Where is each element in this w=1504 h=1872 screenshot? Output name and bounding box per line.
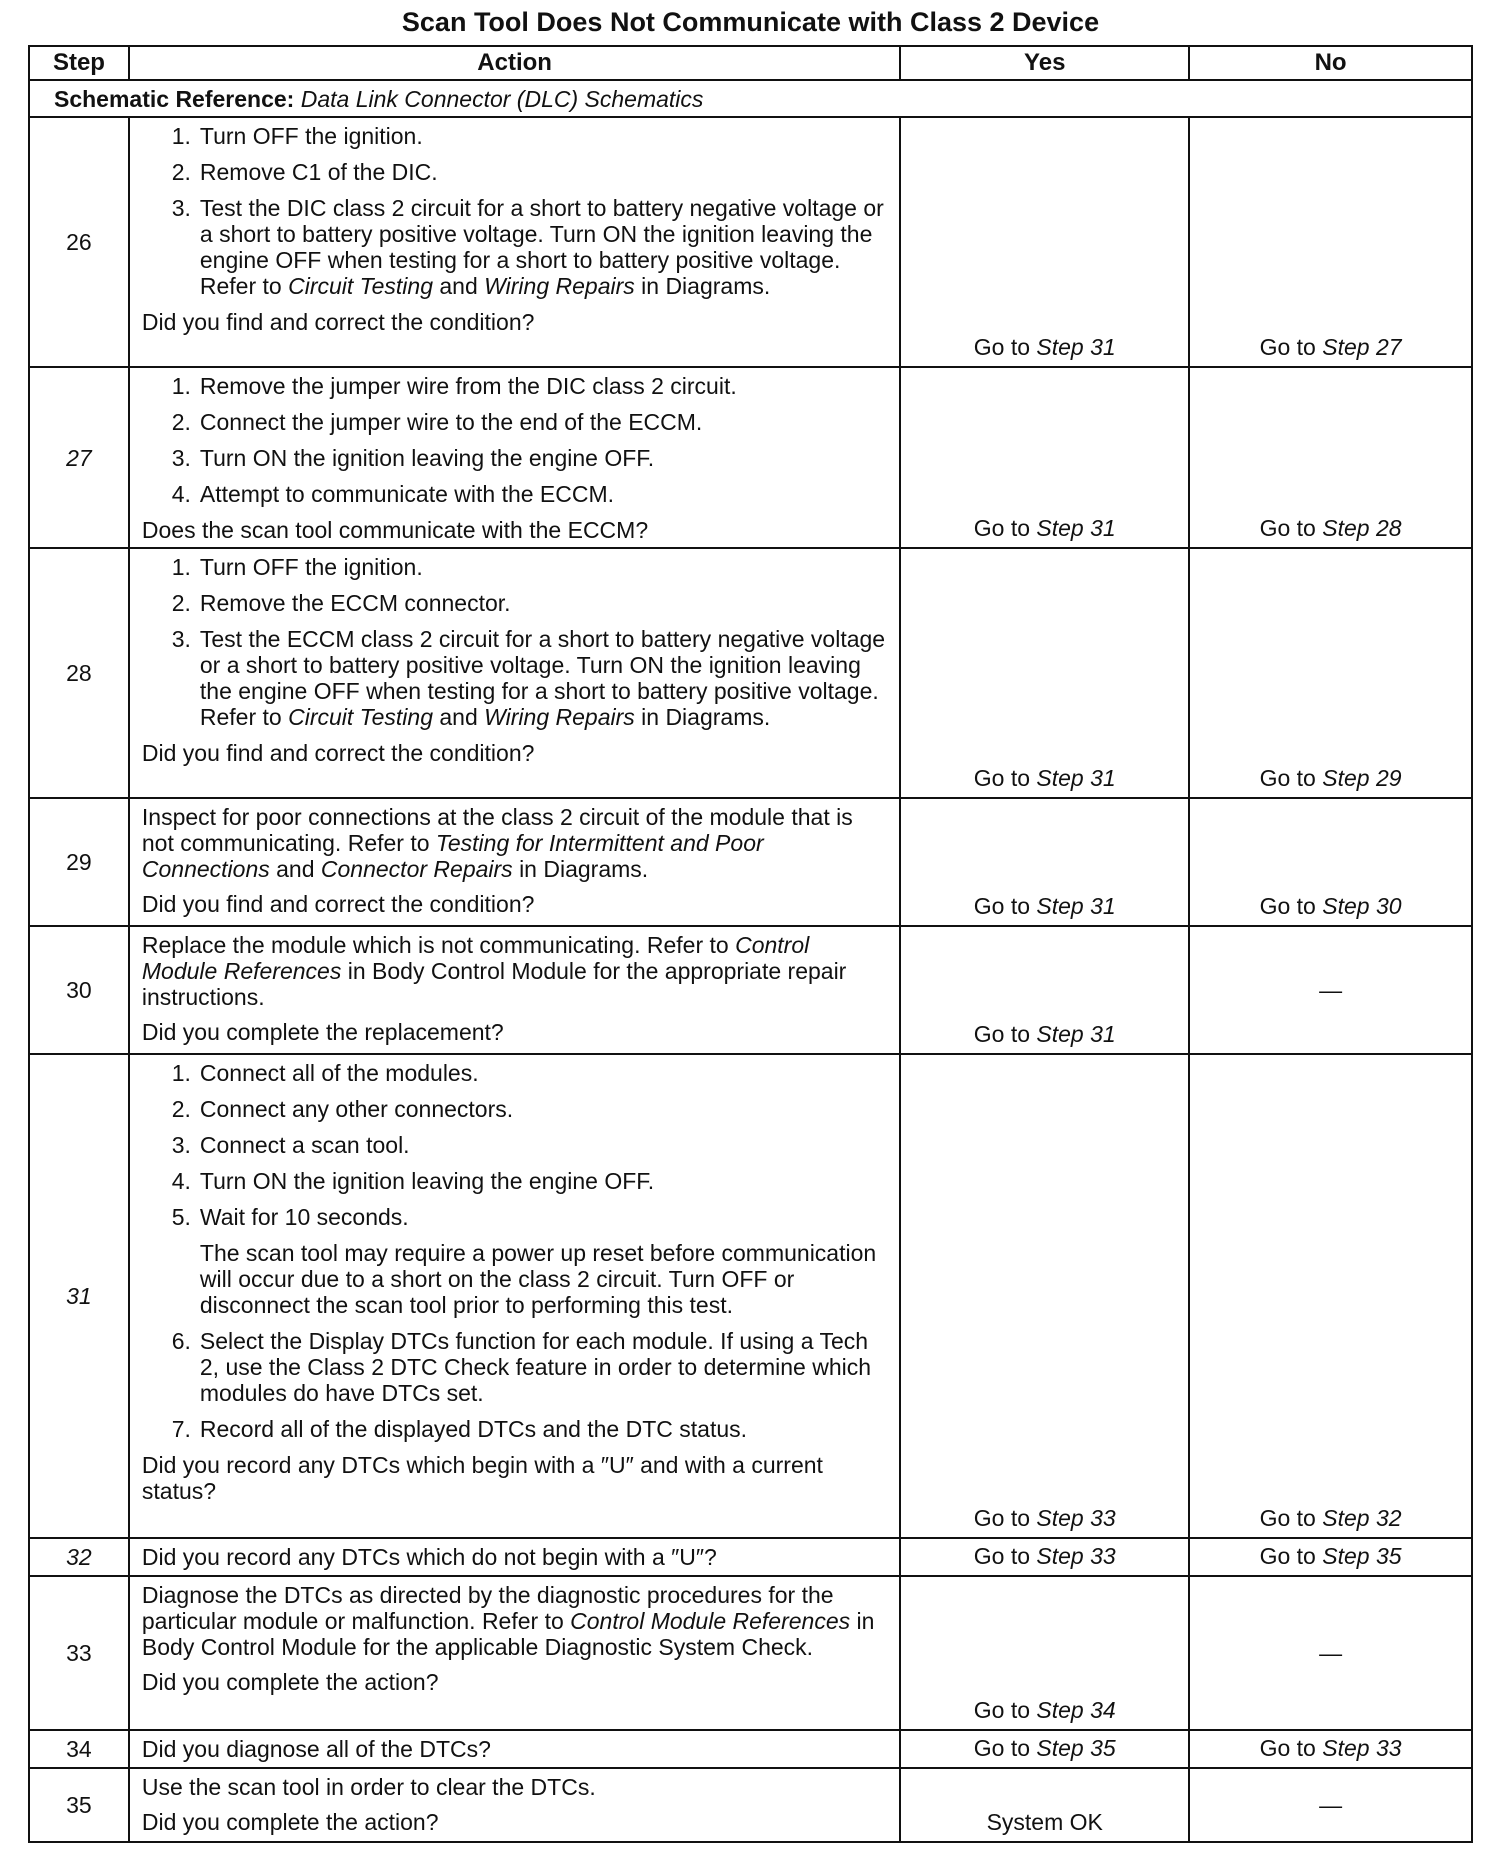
list-item: 4. Attempt to communicate with the ECCM.: [171, 481, 615, 507]
list-item: 1. Remove the jumper wire from the DIC class 2 circuit.: [171, 373, 737, 399]
table-row-step-34: [29, 1730, 1472, 1768]
question: Did you find and correct the condition?: [141, 309, 535, 335]
no-cell: Go to Step 30: [1189, 798, 1472, 926]
action-cell: Inspect for poor connections at the class 2 circuit of the module that is not communicating. Refer to Testing for Intermittent and Poor Connections and Connector Repairs in Diagrams. Did you find and correct the condition?: [129, 798, 900, 926]
no-cell-empty: —: [1189, 1576, 1472, 1730]
yes-cell: Go to Step 31: [900, 798, 1189, 926]
schematic-link[interactable]: Data Link Connector (DLC) Schematics: [300, 86, 704, 112]
table-row-step-33: [29, 1576, 1472, 1730]
step-number: 28: [29, 548, 129, 798]
step-number: 27: [29, 367, 129, 548]
yes-cell: Go to Step 31: [900, 117, 1189, 367]
action-text: Use the scan tool in order to clear the DTCs.: [141, 1774, 596, 1800]
reference-link[interactable]: Control Module References: [141, 932, 810, 984]
no-cell-empty: —: [1189, 1768, 1472, 1842]
reference-link[interactable]: Wiring Repairs: [484, 273, 635, 299]
step-number: 34: [29, 1730, 129, 1768]
no-cell: Go to Step 29: [1189, 548, 1472, 798]
action-cell: [129, 1730, 900, 1768]
yes-cell: Go to Step 31: [900, 367, 1189, 548]
header-no: No: [1189, 46, 1472, 80]
table-row-step-32: [29, 1538, 1472, 1576]
list-item: 2. Connect any other connectors.: [171, 1096, 514, 1122]
no-cell: Go to Step 33: [1189, 1730, 1472, 1768]
table-row-step-26: [29, 117, 1472, 367]
yes-cell: Go to Step 31: [900, 548, 1189, 798]
list-item: 5. Wait for 10 seconds.: [171, 1204, 409, 1230]
action-cell: [129, 117, 900, 367]
action-cell: [129, 1538, 900, 1576]
list-item: 3. Connect a scan tool.: [171, 1132, 410, 1158]
note: The scan tool may require a power up reset before communication will occur due to a short on the class 2 circuit. Turn OFF or disconnect the scan tool prior to performing this test.: [199, 1240, 877, 1318]
step-number: 33: [29, 1576, 129, 1730]
yes-cell: System OK: [900, 1768, 1189, 1842]
header-row: [29, 46, 1472, 80]
table-row-step-29: [29, 798, 1472, 926]
list-item: 3. Turn ON the ignition leaving the engine OFF.: [171, 445, 655, 471]
question: Did you find and correct the condition?: [141, 740, 535, 766]
question: Did you record any DTCs which begin with a ″U″ and with a current status?: [141, 1452, 823, 1504]
no-cell: Go to Step 27: [1189, 117, 1472, 367]
list-item: 7. Record all of the displayed DTCs and the DTC status.: [171, 1416, 748, 1442]
table-row-step-31: [29, 1054, 1472, 1538]
header-action: Action: [129, 46, 900, 80]
step-number: 29: [29, 798, 129, 926]
action-cell: Replace the module which is not communicating. Refer to Control Module References in Body Control Module for the appropriate repair instructions. Did you complete the replacement?: [129, 926, 900, 1054]
yes-cell: Go to Step 31: [900, 926, 1189, 1054]
question: Did you diagnose all of the DTCs?: [141, 1736, 491, 1762]
header-step: Step: [29, 46, 129, 80]
action-cell: [129, 1768, 900, 1842]
action-cell: Diagnose the DTCs as directed by the diagnostic procedures for the particular module or malfunction. Refer to Control Module References in Body Control Module for the applicable Diagnostic System Check. Did you complete the action?: [129, 1576, 900, 1730]
question: Did you find and correct the condition?: [141, 891, 535, 917]
action-cell: [129, 1054, 900, 1538]
table-row-step-35: [29, 1768, 1472, 1842]
reference-link[interactable]: Control Module References: [570, 1608, 851, 1634]
yes-cell: Go to Step 35: [900, 1730, 1189, 1768]
reference-link[interactable]: Connector Repairs: [320, 856, 513, 882]
action-cell: [129, 548, 900, 798]
action-cell: [129, 367, 900, 548]
question: Did you record any DTCs which do not begin with a ″U″?: [141, 1544, 717, 1570]
reference-link[interactable]: Testing for Intermittent and Poor Connections: [141, 830, 764, 882]
no-cell: Go to Step 28: [1189, 367, 1472, 548]
list-item: 1. Turn OFF the ignition.: [171, 123, 423, 149]
list-item: 1. Turn OFF the ignition.: [171, 554, 423, 580]
list-item: 2. Remove the ECCM connector.: [171, 590, 511, 616]
list-item: 2. Connect the jumper wire to the end of the ECCM.: [171, 409, 703, 435]
list-item: 4. Turn ON the ignition leaving the engine OFF.: [171, 1168, 655, 1194]
reference-link[interactable]: Circuit Testing: [288, 273, 433, 299]
question: Did you complete the action?: [141, 1809, 439, 1835]
table-row-step-30: [29, 926, 1472, 1054]
step-number: 30: [29, 926, 129, 1054]
yes-cell: Go to Step 34: [900, 1576, 1189, 1730]
list-item: 2. Remove C1 of the DIC.: [171, 159, 438, 185]
reference-link[interactable]: Circuit Testing: [288, 704, 433, 730]
question: Did you complete the replacement?: [141, 1019, 504, 1045]
question: Did you complete the action?: [141, 1669, 439, 1695]
step-number: 32: [29, 1538, 129, 1576]
list-item: 3. Test the ECCM class 2 circuit for a short to battery negative voltage or a short to battery positive voltage. Turn ON the ignition leaving the engine OFF when testing for a short to battery positive voltage. Refer to Circuit Testing and Wiring Repairs in Diagrams.: [171, 626, 886, 730]
schematic-label: Schematic Reference:: [54, 86, 295, 112]
page-title: Scan Tool Does Not Communicate with Class 2 Device: [401, 7, 1100, 37]
header-yes: Yes: [900, 46, 1189, 80]
yes-cell: Go to Step 33: [900, 1054, 1189, 1538]
schematic-reference-row: [29, 80, 1472, 117]
no-cell: Go to Step 32: [1189, 1054, 1472, 1538]
reference-link[interactable]: Wiring Repairs: [484, 704, 635, 730]
step-number: 26: [29, 117, 129, 367]
diagnostic-table: [28, 45, 1473, 1843]
question: Does the scan tool communicate with the ECCM?: [141, 517, 649, 543]
step-number: 35: [29, 1768, 129, 1842]
list-item: 1. Connect all of the modules.: [171, 1060, 479, 1086]
table-row-step-28: [29, 548, 1472, 798]
list-item: 6. Select the Display DTCs function for each module. If using a Tech 2, use the Class 2 DTC Check feature in order to determine which modules do have DTCs set.: [171, 1328, 872, 1406]
no-cell: Go to Step 35: [1189, 1538, 1472, 1576]
step-number: 31: [29, 1054, 129, 1538]
table-row-step-27: [29, 367, 1472, 548]
list-item: 3. Test the DIC class 2 circuit for a short to battery negative voltage or a short to battery positive voltage. Turn ON the ignition leaving the engine OFF when testing for a short to battery positive voltage. Refer to Circuit Testing and Wiring Repairs in Diagrams.: [171, 195, 884, 299]
yes-cell: Go to Step 33: [900, 1538, 1189, 1576]
no-cell-empty: —: [1189, 926, 1472, 1054]
